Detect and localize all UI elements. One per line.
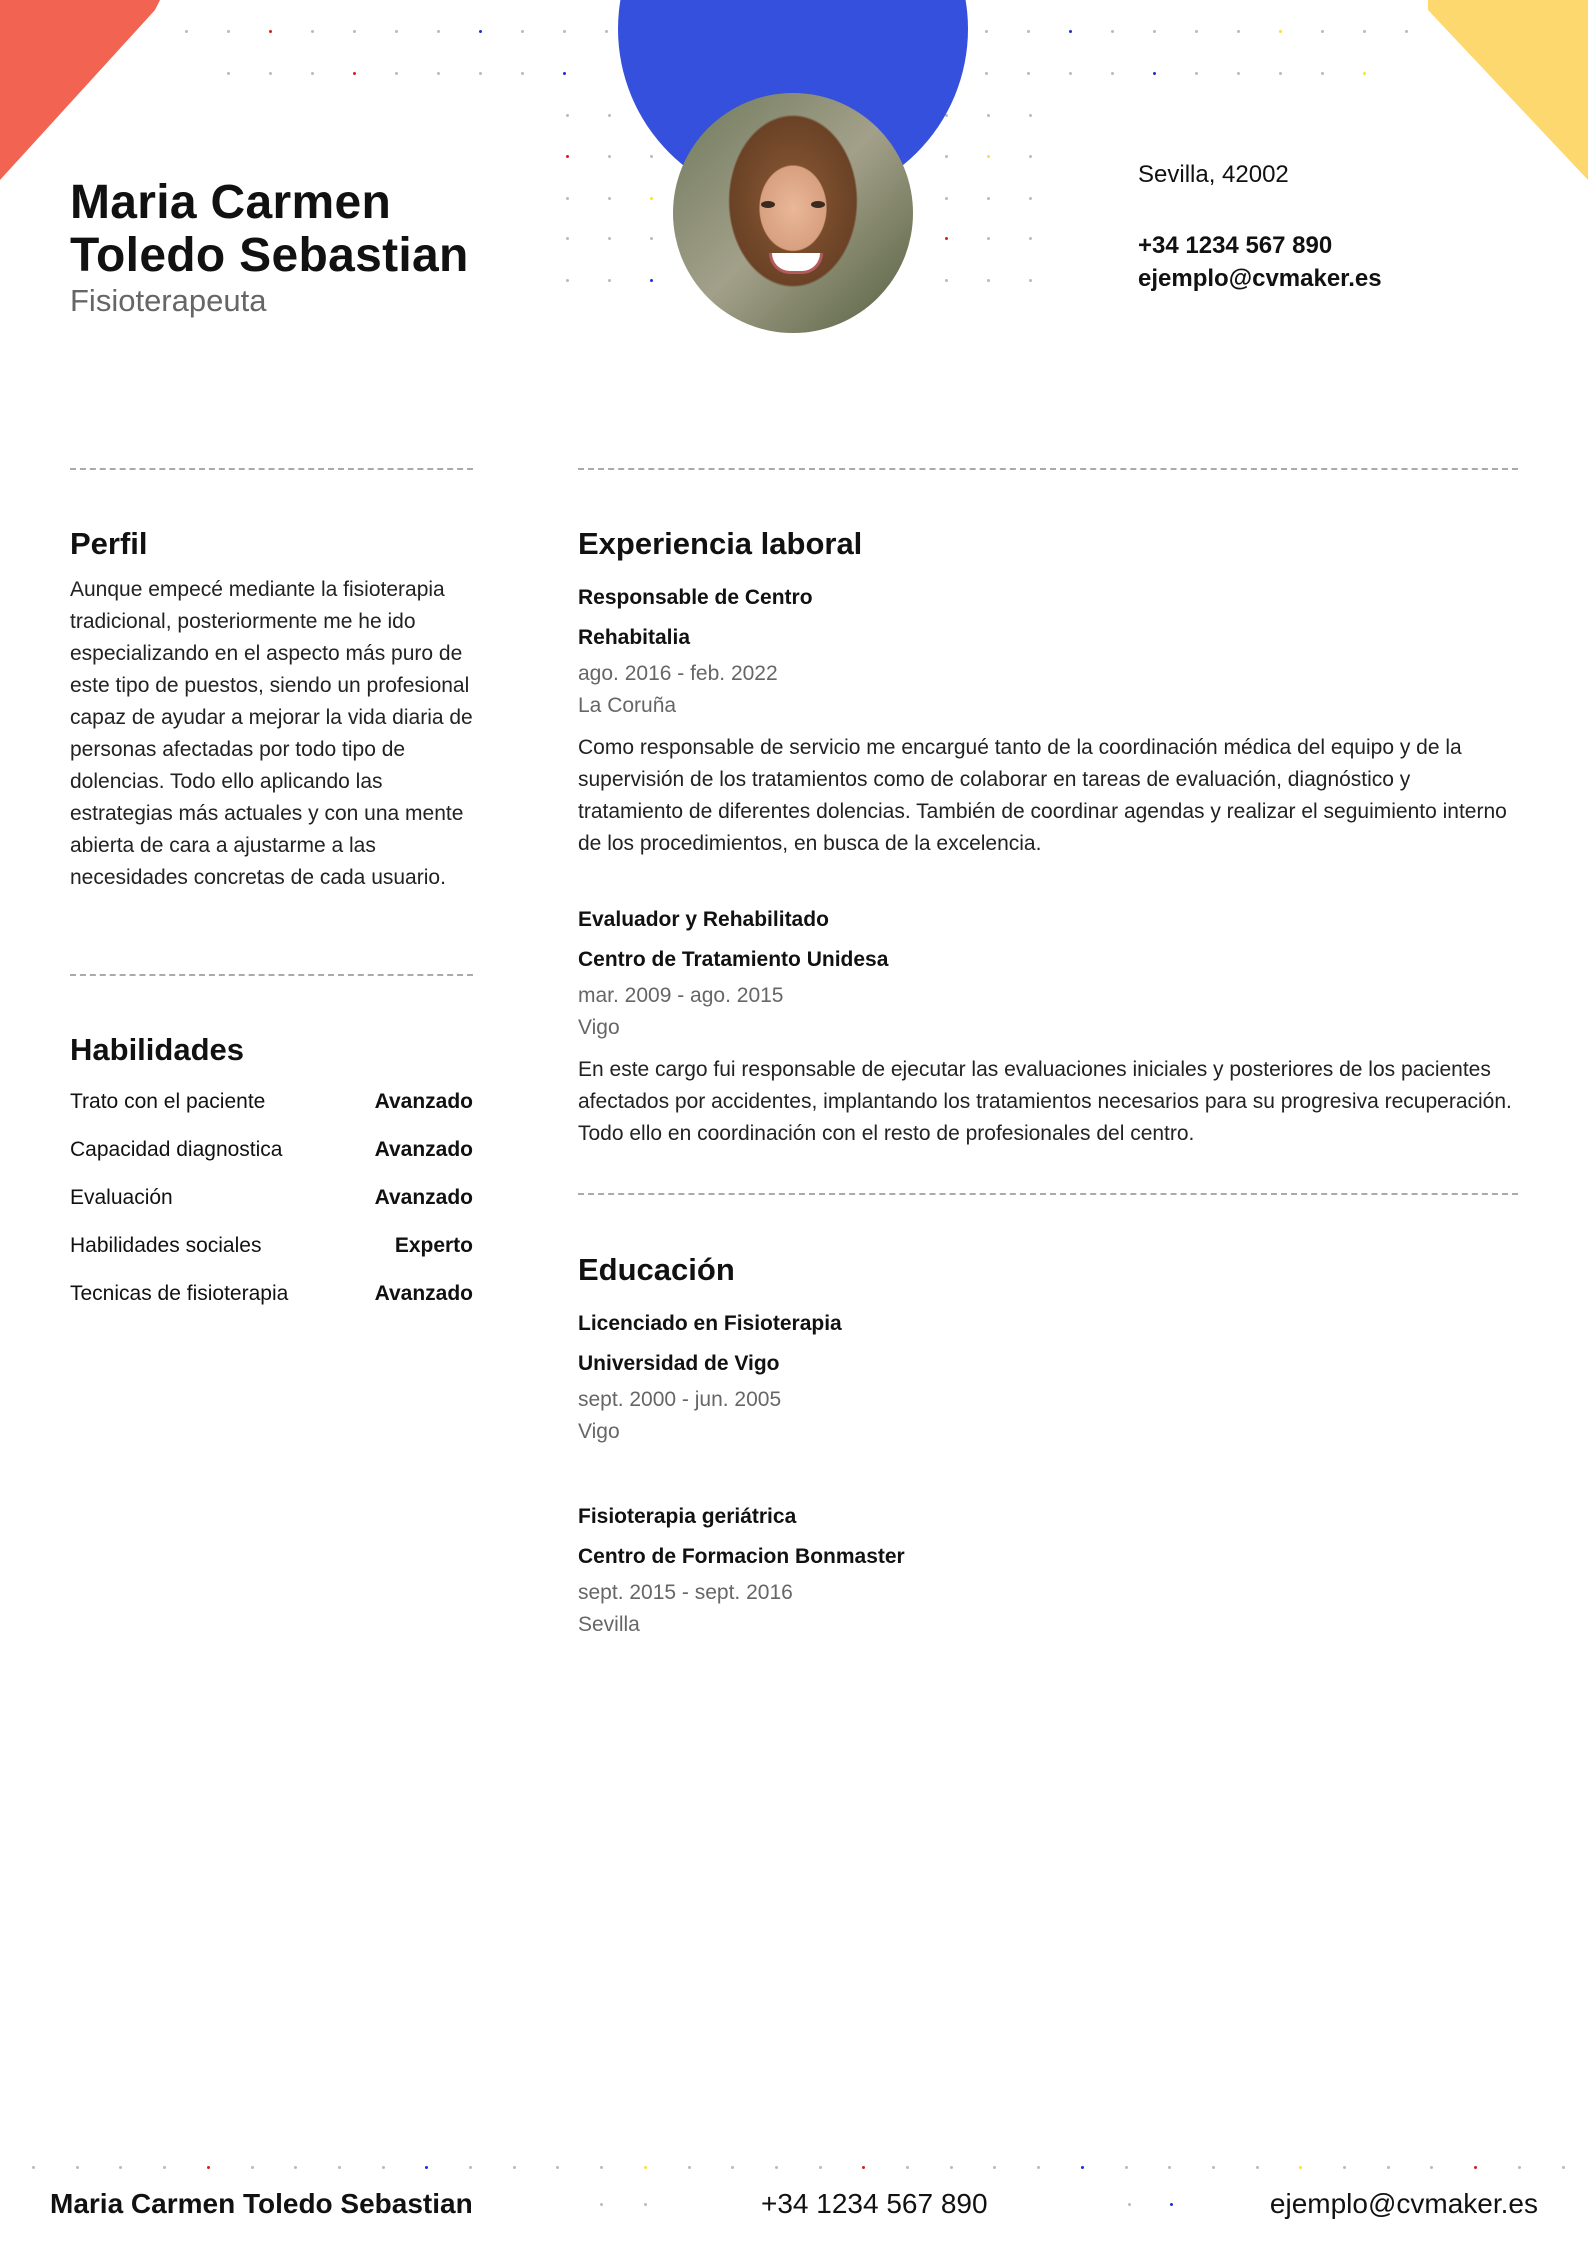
decorative-dot: [993, 2166, 996, 2169]
skill-level: Avanzado: [374, 1186, 473, 1209]
decorative-dot: [987, 279, 990, 282]
decorative-dot: [269, 30, 272, 33]
decorative-dot: [207, 2166, 210, 2169]
candidate-name: [70, 176, 469, 282]
decorative-dot: [1195, 30, 1198, 33]
decorative-dot: [650, 279, 653, 282]
decorative-dot: [163, 2166, 166, 2169]
decorative-dot: [1237, 72, 1240, 75]
decorative-dot: [985, 72, 988, 75]
skill-name: Tecnicas de fisioterapia: [70, 1282, 289, 1305]
decorative-red-corner: [0, 0, 170, 185]
skill-row: [70, 1282, 473, 1306]
entry-description: En este cargo fui responsable de ejecutar las evaluaciones iniciales y posteriores de los pacientes afectados por accidentes, implantando los tratamientos necesarios para su progresiva recuperación. Todo ello en coordinación con el resto de profesionales del centro.: [578, 1058, 1512, 1145]
decorative-dot: [1279, 30, 1282, 33]
decorative-dot: [1405, 30, 1408, 33]
divider: [70, 468, 473, 470]
decorative-dot: [311, 30, 314, 33]
profile-heading: Perfil: [70, 526, 148, 561]
decorative-dot: [338, 2166, 341, 2169]
decorative-dot: [987, 237, 990, 240]
decorative-dot: [1027, 30, 1030, 33]
decorative-dot: [1069, 72, 1072, 75]
decorative-dot: [1029, 237, 1032, 240]
entry-title: Evaluador y Rehabilitado: [578, 908, 829, 931]
decorative-dot: [353, 30, 356, 33]
decorative-dot: [1170, 2203, 1173, 2206]
decorative-dot: [945, 155, 948, 158]
decorative-dot: [987, 155, 990, 158]
decorative-dot: [269, 72, 272, 75]
decorative-dot: [906, 2166, 909, 2169]
skill-level: Avanzado: [374, 1090, 473, 1113]
decorative-dot: [521, 72, 524, 75]
decorative-dot: [1027, 72, 1030, 75]
education-heading: Educación: [578, 1252, 735, 1287]
decorative-dot: [1037, 2166, 1040, 2169]
entry-title: Fisioterapia geriátrica: [578, 1505, 797, 1528]
entry-dates: sept. 2000 - jun. 2005: [578, 1388, 782, 1411]
decorative-dot: [1111, 30, 1114, 33]
decorative-dot: [1387, 2166, 1390, 2169]
photo-detail: [769, 253, 823, 274]
entry-location: La Coruña: [578, 694, 677, 717]
decorative-dot: [605, 30, 608, 33]
decorative-dot: [1237, 30, 1240, 33]
skills-heading: Habilidades: [70, 1032, 244, 1067]
education-entry: [578, 1304, 1518, 1448]
divider: [578, 1193, 1518, 1195]
decorative-dot: [185, 30, 188, 33]
skill-row: [70, 1090, 473, 1114]
photo-detail: [761, 201, 775, 208]
decorative-dot: [227, 30, 230, 33]
entry-school: Centro de Formacion Bonmaster: [578, 1545, 905, 1568]
skill-row: [70, 1138, 473, 1162]
decorative-dot: [479, 30, 482, 33]
decorative-dot: [650, 197, 653, 200]
entry-title: Licenciado en Fisioterapia: [578, 1312, 842, 1335]
skill-level: Experto: [394, 1234, 473, 1257]
skill-name: Evaluación: [70, 1186, 173, 1209]
skill-name: Habilidades sociales: [70, 1234, 262, 1257]
skill-name: Capacidad diagnostica: [70, 1138, 283, 1161]
decorative-dot: [563, 30, 566, 33]
decorative-dot: [950, 2166, 953, 2169]
decorative-dot: [644, 2203, 647, 2206]
decorative-dot: [563, 72, 566, 75]
entry-company: Centro de Tratamiento Unidesa: [578, 948, 889, 971]
entry-location: Vigo: [578, 1420, 620, 1443]
decorative-dot: [437, 30, 440, 33]
decorative-dot: [1153, 72, 1156, 75]
decorative-dot: [566, 114, 569, 117]
decorative-dot: [521, 30, 524, 33]
decorative-dot: [1111, 72, 1114, 75]
footer-email: ejemplo@cvmaker.es: [1269, 2188, 1538, 2219]
experience-heading: Experiencia laboral: [578, 526, 863, 561]
experience-entry: [578, 578, 1518, 860]
education-entry: [578, 1497, 1518, 1641]
decorative-dot: [1128, 2203, 1131, 2206]
entry-description: Como responsable de servicio me encargué tanto de la coordinación médica del equipo y de la supervisión de los tratamientos como de colaborar en tareas de evaluación, diagnóstico y tratamiento de diferentes dolencias. También de coordinar agendas y realizar el seguimiento interno de los procedimientos, en busca de la excelencia.: [578, 736, 1507, 855]
decorative-dot: [1212, 2166, 1215, 2169]
decorative-dot: [608, 237, 611, 240]
profile-text: Aunque empecé mediante la fisioterapia tradicional, posteriormente me he ido especializando en el aspecto más puro de este tipo de puestos, siendo un profesional capaz de ayudar a mejorar la vida diaria de personas afectadas por todo tipo de dolencias. Todo ello aplicando las estrategias más actuales y con una mente abierta de cara a ajustarme a las necesidades concretas de cada usuario.: [70, 578, 473, 889]
decorative-dot: [987, 114, 990, 117]
decorative-dot: [1474, 2166, 1477, 2169]
skill-row: [70, 1186, 473, 1210]
decorative-dot: [1279, 72, 1282, 75]
skill-level: Avanzado: [374, 1138, 473, 1161]
decorative-dot: [353, 72, 356, 75]
decorative-dot: [1256, 2166, 1259, 2169]
decorative-dot: [1299, 2166, 1302, 2169]
entry-company: Rehabitalia: [578, 626, 691, 649]
entry-dates: sept. 2015 - sept. 2016: [578, 1581, 793, 1604]
decorative-dot: [395, 30, 398, 33]
entry-dates: ago. 2016 - feb. 2022: [578, 662, 778, 685]
divider: [70, 974, 473, 976]
footer-name: Maria Carmen Toledo Sebastian: [50, 2188, 473, 2219]
decorative-dot: [608, 279, 611, 282]
decorative-dot: [556, 2166, 559, 2169]
decorative-dot: [945, 237, 948, 240]
decorative-dot: [608, 197, 611, 200]
decorative-dot: [1168, 2166, 1171, 2169]
decorative-dot: [566, 155, 569, 158]
decorative-yellow-corner: [1418, 0, 1588, 185]
decorative-dot: [608, 114, 611, 117]
decorative-dot: [862, 2166, 865, 2169]
decorative-dot: [985, 30, 988, 33]
decorative-dot: [1343, 2166, 1346, 2169]
decorative-dot: [479, 72, 482, 75]
footer-phone: +34 1234 567 890: [761, 2188, 988, 2219]
decorative-dot: [513, 2166, 516, 2169]
decorative-dot: [1069, 30, 1072, 33]
decorative-dot: [1029, 114, 1032, 117]
decorative-dot: [1321, 72, 1324, 75]
decorative-dot: [1195, 72, 1198, 75]
decorative-dot: [1029, 197, 1032, 200]
decorative-dot: [294, 2166, 297, 2169]
decorative-dot: [945, 197, 948, 200]
decorative-dot: [688, 2166, 691, 2169]
job-title: Fisioterapeuta: [70, 283, 267, 318]
decorative-dot: [469, 2166, 472, 2169]
decorative-dot: [608, 155, 611, 158]
name-line-1: Maria Carmen: [70, 176, 392, 229]
decorative-dot: [650, 155, 653, 158]
decorative-dot: [1321, 30, 1324, 33]
decorative-dot: [1518, 2166, 1521, 2169]
decorative-dot: [437, 72, 440, 75]
decorative-dot: [1430, 2166, 1433, 2169]
entry-location: Vigo: [578, 1016, 620, 1039]
decorative-dot: [311, 72, 314, 75]
decorative-dot: [566, 197, 569, 200]
decorative-dot: [650, 237, 653, 240]
decorative-dot: [382, 2166, 385, 2169]
decorative-dot: [600, 2203, 603, 2206]
decorative-dot: [1125, 2166, 1128, 2169]
skill-name: Trato con el paciente: [70, 1090, 266, 1113]
decorative-dot: [945, 279, 948, 282]
decorative-dot: [119, 2166, 122, 2169]
divider: [578, 468, 1518, 470]
decorative-dot: [1562, 2166, 1565, 2169]
decorative-dot: [1363, 30, 1366, 33]
email: ejemplo@cvmaker.es: [1138, 265, 1382, 292]
entry-school: Universidad de Vigo: [578, 1352, 780, 1375]
decorative-dot: [566, 279, 569, 282]
experience-entry: [578, 900, 1518, 1150]
profile-photo: [673, 93, 913, 333]
decorative-dot: [731, 2166, 734, 2169]
decorative-dot: [227, 72, 230, 75]
entry-dates: mar. 2009 - ago. 2015: [578, 984, 784, 1007]
decorative-dot: [32, 2166, 35, 2169]
entry-title: Responsable de Centro: [578, 586, 813, 609]
decorative-dot: [251, 2166, 254, 2169]
entry-location: Sevilla: [578, 1613, 640, 1636]
decorative-dot: [395, 72, 398, 75]
decorative-dot: [1081, 2166, 1084, 2169]
photo-detail: [811, 201, 825, 208]
decorative-dot: [1363, 72, 1366, 75]
decorative-dot: [76, 2166, 79, 2169]
name-line-2: Toledo Sebastian: [70, 229, 469, 282]
decorative-dot: [600, 2166, 603, 2169]
skill-level: Avanzado: [374, 1282, 473, 1305]
decorative-dot: [644, 2166, 647, 2169]
address: Sevilla, 42002: [1138, 161, 1289, 188]
decorative-dot: [1153, 30, 1156, 33]
decorative-dot: [819, 2166, 822, 2169]
decorative-dot: [1029, 155, 1032, 158]
phone: +34 1234 567 890: [1138, 232, 1333, 259]
skill-row: [70, 1234, 473, 1258]
decorative-dot: [987, 197, 990, 200]
decorative-dot: [425, 2166, 428, 2169]
decorative-dot: [775, 2166, 778, 2169]
decorative-dot: [1029, 279, 1032, 282]
decorative-dot: [566, 237, 569, 240]
